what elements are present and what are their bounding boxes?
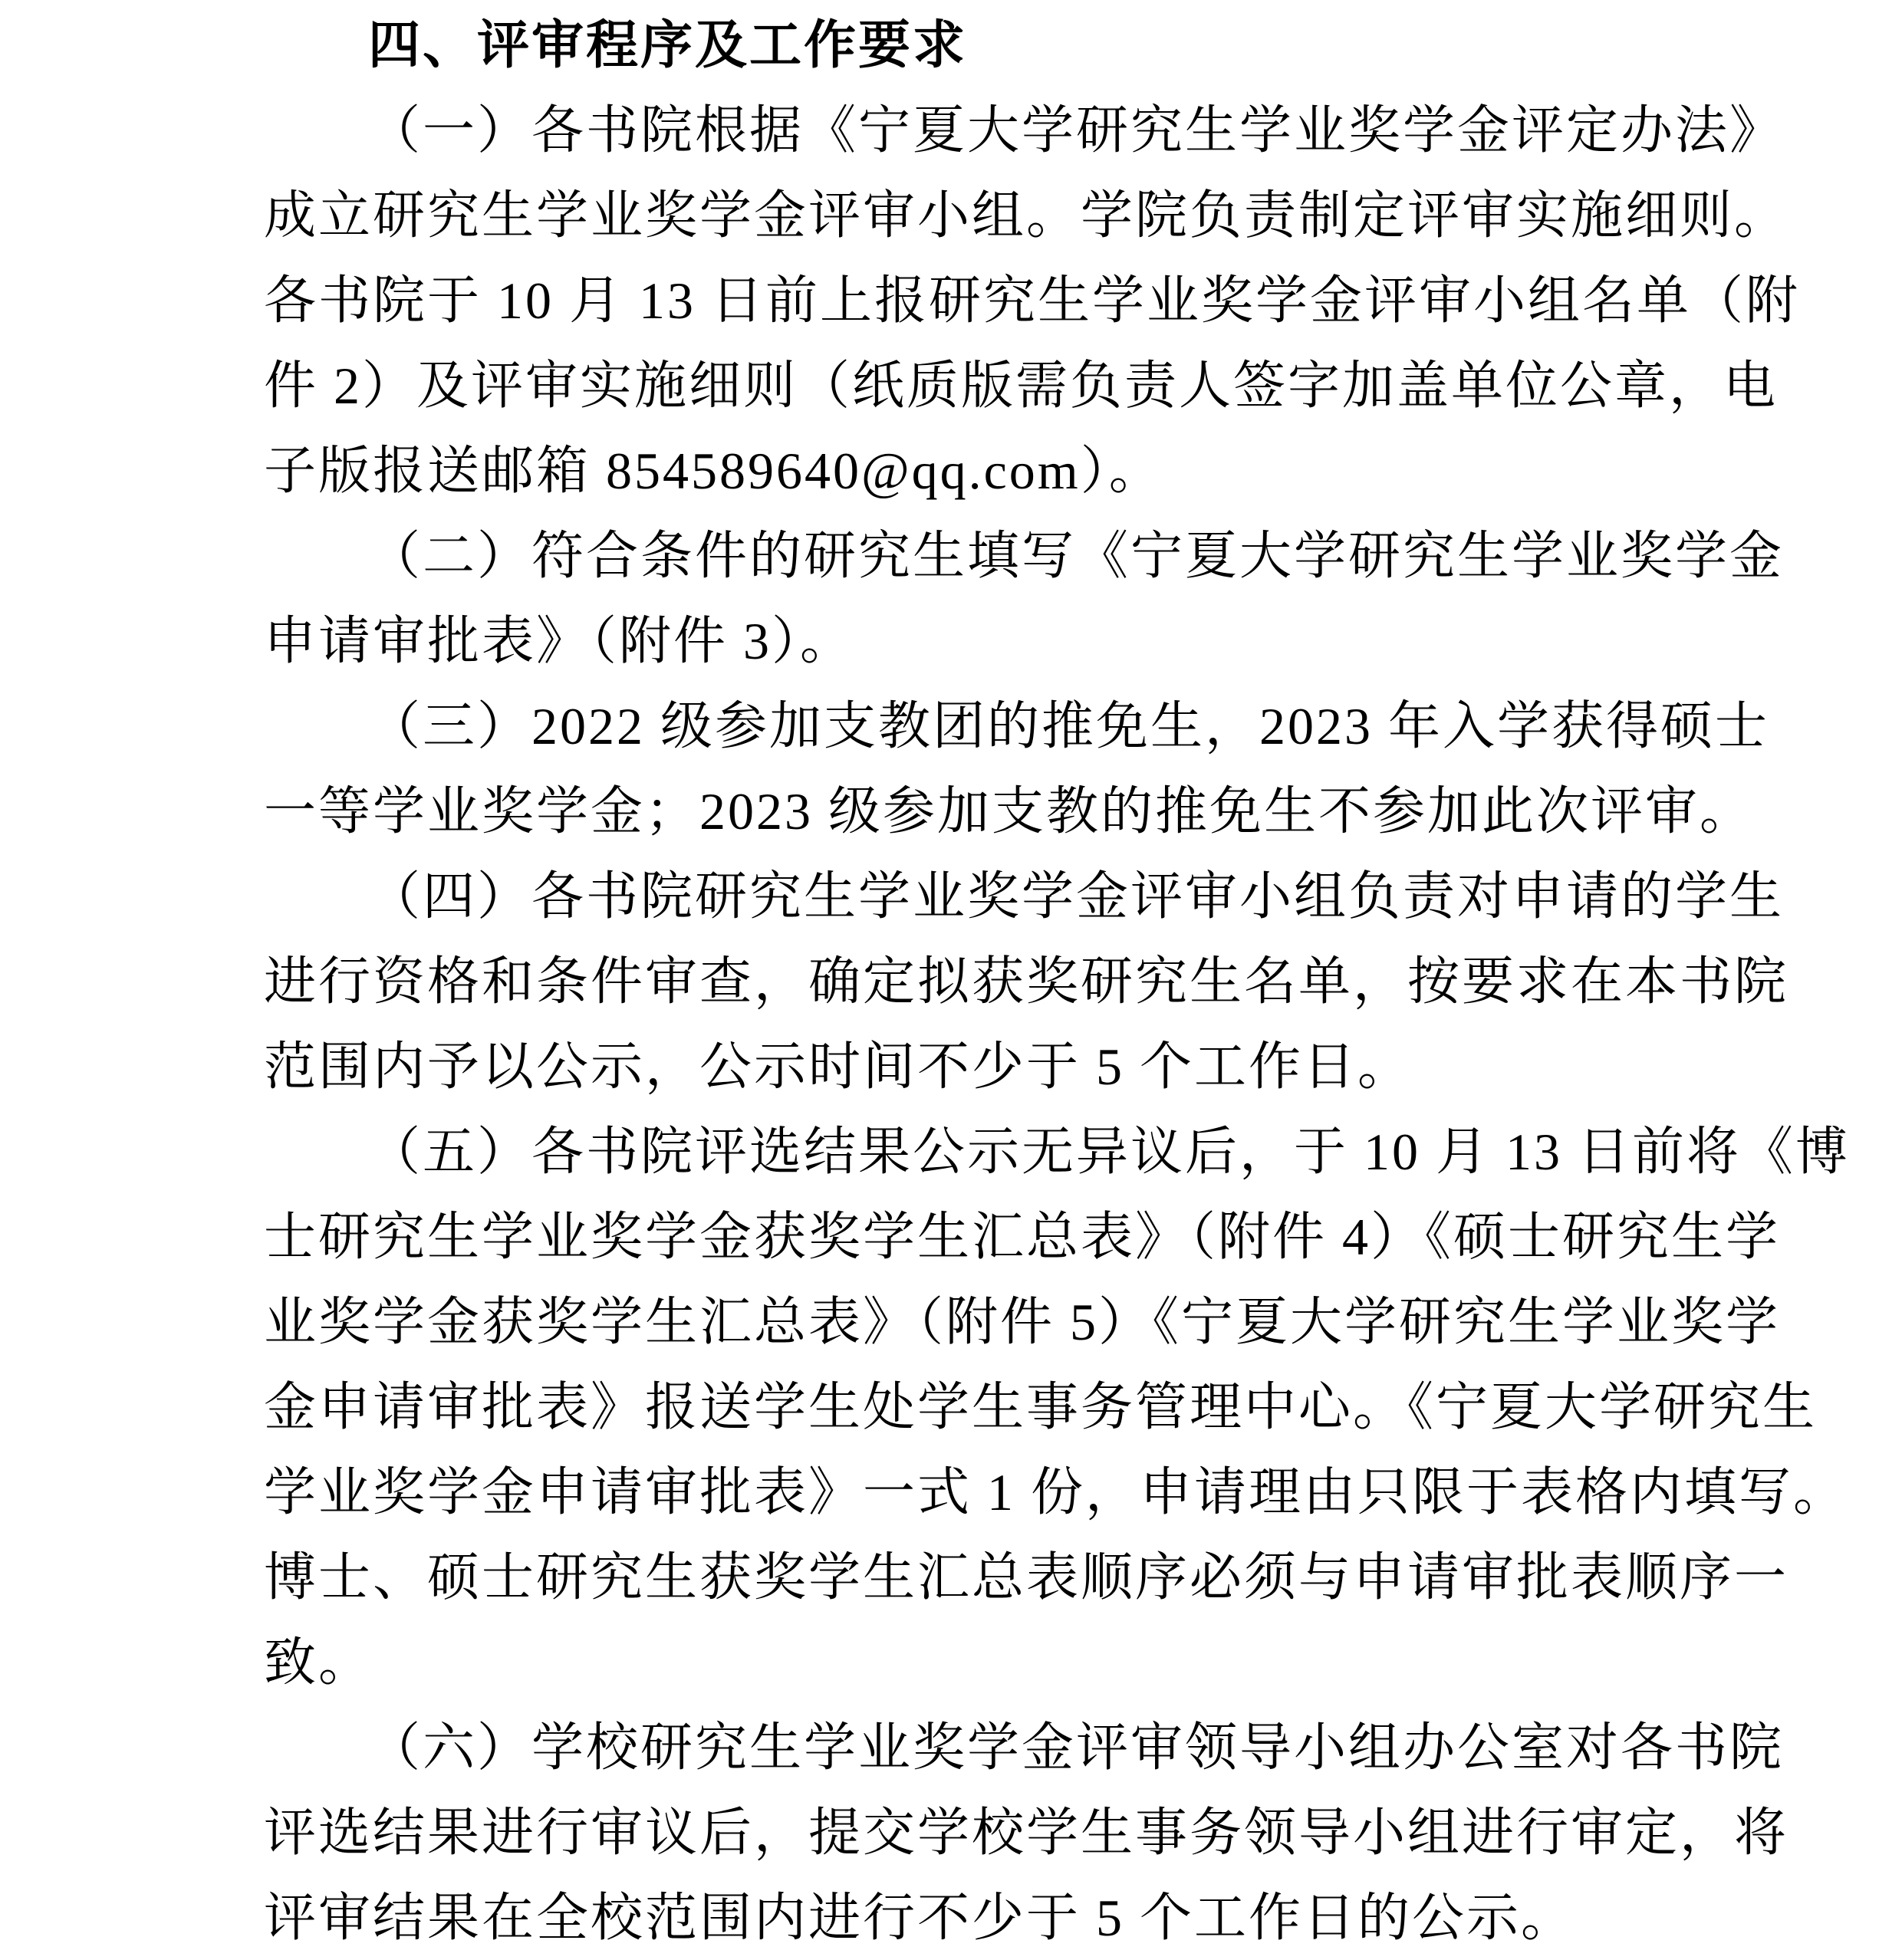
text-line: 进行资格和条件审查，确定拟获奖研究生名单，按要求在本书院 xyxy=(264,952,1789,1011)
text-line: 成立研究生学业奖学金评审小组。学院负责制定评审实施细则。 xyxy=(264,186,1789,245)
text-line: （四）各书院研究生学业奖学金评审小组负责对申请的学生 xyxy=(368,867,1785,926)
text-line: （三）2022 级参加支教团的推免生，2023 年入学获得硕士 xyxy=(368,697,1770,755)
text-line: 学业奖学金申请审批表》一式 1 份，申请理由只限于表格内填写。 xyxy=(264,1463,1848,1521)
text-line: 各书院于 10 月 13 日前上报研究生学业奖学金评审小组名单（附 xyxy=(264,271,1801,330)
text-line: 一等学业奖学金；2023 级参加支教的推免生不参加此次评审。 xyxy=(264,782,1755,840)
document-body xyxy=(264,88,1851,1960)
text-line: （二）符合条件的研究生填写《宁夏大学研究生学业奖学金 xyxy=(368,527,1785,585)
text-line: 评选结果进行审议后，提交学校学生事务领导小组进行审定，将 xyxy=(264,1804,1789,1862)
text-line: 评审结果在全校范围内进行不少于 5 个工作日的公示。 xyxy=(264,1889,1576,1947)
text-line: 申请审批表》（附件 3）。 xyxy=(264,612,855,670)
text-line: 士研究生学业奖学金获奖学生汇总表》（附件 4）《硕士研究生学 xyxy=(264,1208,1781,1266)
text-line: （五）各书院评选结果公示无异议后，于 10 月 13 日前将《博 xyxy=(368,1123,1851,1181)
text-line: 范围内予以公示，公示时间不少于 5 个工作日。 xyxy=(264,1038,1413,1096)
text-line: 件 2）及评审实施细则（纸质版需负责人签字加盖单位公章，电 xyxy=(264,357,1779,415)
text-line: 博士、硕士研究生获奖学生汇总表顺序必须与申请审批表顺序一 xyxy=(264,1548,1789,1606)
text-line: 金申请审批表》报送学生处学生事务管理中心。《宁夏大学研究生 xyxy=(264,1378,1818,1436)
text-line: （一）各书院根据《宁夏大学研究生学业奖学金评定办法》 xyxy=(368,101,1785,159)
text-line: 致。 xyxy=(264,1633,373,1692)
text-line: 子版报送邮箱 854589640@qq.com）。 xyxy=(264,442,1163,500)
section-heading: 四、评审程序及工作要求 xyxy=(368,16,968,74)
text-line: 业奖学金获奖学生汇总表》（附件 5）《宁夏大学研究生学业奖学 xyxy=(264,1293,1781,1351)
text-line: （六）学校研究生学业奖学金评审领导小组办公室对各书院 xyxy=(368,1718,1785,1777)
